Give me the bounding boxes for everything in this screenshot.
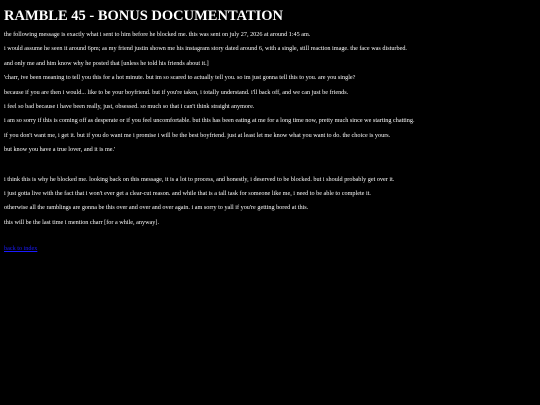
- paragraph: but know you have a true lover, and it is me.': [4, 146, 116, 154]
- paragraph: i would assume he seen it around 6pm; as my friend justin shown me his instagram story dated around 6, with a single, still reaction image. the face was disturbed.: [4, 45, 407, 53]
- paragraph: i just gotta live with the fact that i won't ever get a clear-cut reason. and while that is a tall task for someone like me, i need to be able to complete it.: [4, 189, 371, 197]
- paragraph: the following message is exactly what i sent to him before he blocked me. this was sent on july 27, 2026 at around 1:45 am.: [4, 31, 311, 38]
- message-section: [4, 31, 536, 153]
- paragraph: if you don't want me, i get it. but if you do want me i promise i will be the best boyfriend. just at least let me know what you want to do. the choice is yours.: [4, 131, 391, 139]
- paragraph: otherwise all the ramblings are gonna be this over and over and over again. i am sorry to yall if you're getting bored at this.: [4, 204, 309, 212]
- paragraph: because if you are then i would... like to be your boyfriend. but if you're taken, i totally understand. i'll back off, and we can just be friends.: [4, 88, 349, 96]
- paragraph: i think this is why he blocked me. looking back on this message, it is a lot to process, and honestly, i deserved to be blocked. but i should probably get over it.: [4, 175, 395, 183]
- section-gap: [4, 161, 536, 176]
- paragraph: 'charr, ive been meaning to tell you this for a hot minute. but im so scared to actually tell you. so im just gonna tell this to you. are you single?: [4, 74, 356, 82]
- paragraph: i am so sorry if this is coming off as desperate or if you feel uncomfortable. but this has been eating at me for a long time now, pretty much since we starting chatting.: [4, 117, 415, 125]
- back-to-index-link[interactable]: back to index: [4, 245, 38, 253]
- paragraph: and only me and him know why he posted that [unless he told his friends about it.]: [4, 59, 209, 67]
- page-title: RAMBLE 45 - BONUS DOCUMENTATION: [4, 8, 284, 24]
- paragraph: i feel so bad because i have been really, just, obsessed. so much so that i can't think straight anymore.: [4, 102, 255, 110]
- reflection-section: [4, 176, 536, 226]
- paragraph: this will be the last time i mention charr [for a while, anyway].: [4, 218, 159, 226]
